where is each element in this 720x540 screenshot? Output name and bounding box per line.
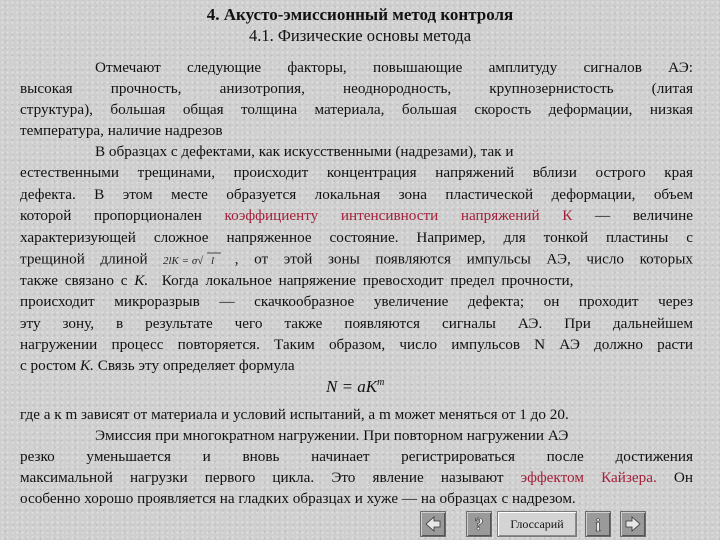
- text-line: происходит микроразрыв — скачкообразное увеличение дефекта; он проходит через: [20, 293, 693, 310]
- formula-exponent: m: [377, 377, 385, 388]
- forward-button[interactable]: [620, 511, 646, 537]
- text-line: особенно хорошо проявляется на гладких образцах и хуже — на образцах с надрезом.: [20, 490, 576, 507]
- text-line: [20, 206, 693, 226]
- text-fragment: — величине: [595, 207, 694, 224]
- svg-text:l: l: [211, 255, 215, 267]
- text-fragment: Когда локальное напряжение превосходит предел прочности,: [161, 272, 574, 289]
- info-icon: [588, 514, 608, 534]
- crack-formula-image: [163, 249, 219, 271]
- text-fragment: К.: [80, 357, 94, 374]
- glossary-button[interactable]: Глоссарий: [497, 511, 577, 537]
- formula-base: N = aK: [326, 377, 378, 396]
- help-button[interactable]: [466, 511, 492, 537]
- text-line: эту зону, в результате чего также появляются сигналы АЭ. При дальнейшем: [20, 315, 693, 332]
- kaiser-effect-link[interactable]: эффектом Кайзера.: [520, 469, 657, 486]
- text-line: [20, 468, 693, 488]
- text-line: дефекта. В этом месте образуется локальная зона пластической деформации, объем: [20, 186, 693, 203]
- text-line: резко уменьшается и вновь начинает регистрироваться после достижения: [20, 448, 693, 465]
- text-line: Отмечают следующие факторы, повышающие амплитуду сигналов АЭ:: [95, 59, 693, 76]
- text-line: характеризующей сложное напряженное состояние. Например, для тонкой пластины с: [20, 229, 693, 246]
- text-line: где a к m зависят от материала и условий испытаний, а m может меняться от 1 до 20.: [20, 406, 569, 423]
- text-fragment: трещиной длиной: [20, 250, 148, 268]
- question-icon: [469, 514, 489, 534]
- text-fragment: которой пропорционален: [20, 207, 202, 224]
- text-fragment: , от этой зоны появляются импульсы АЭ, число которых: [234, 250, 693, 268]
- forward-arrow-icon: [623, 514, 643, 534]
- text-fragment: также связано с: [20, 272, 128, 289]
- text-fragment: с ростом: [20, 357, 77, 374]
- text-line: естественными трещинами, происходит концентрация напряжений вблизи острого края: [20, 164, 693, 181]
- text-line: температура, наличие надрезов: [20, 122, 223, 139]
- text-line: структура), большая общая толщина материала, большая скорость деформации, низкая: [20, 101, 693, 118]
- text-line: высокая прочность, анизотропия, неоднородность, крупнозернистость (литая: [20, 80, 693, 97]
- emission-formula: [326, 377, 384, 397]
- text-line: В образцах с дефектами, как искусственными (надрезами), так и: [95, 143, 514, 160]
- back-arrow-icon: [423, 514, 443, 534]
- text-fragment: Он: [673, 469, 693, 486]
- svg-text:i: i: [595, 515, 601, 534]
- text-line: Эмиссия при многократном нагружении. При повторном нагружении АЭ: [95, 427, 569, 444]
- text-line: [20, 249, 693, 271]
- section-subtitle: 4.1. Физические основы метода: [248, 26, 472, 45]
- page-title: 4. Акусто-эмиссионный метод контроля: [206, 5, 514, 24]
- svg-text:2lK = σ√: 2lK = σ√: [163, 255, 204, 267]
- stress-intensity-link[interactable]: коэффициенту интенсивности напряжений К: [224, 207, 573, 224]
- text-line: [20, 356, 693, 376]
- back-button[interactable]: [420, 511, 446, 537]
- info-button[interactable]: [585, 511, 611, 537]
- navigation-bar: [0, 511, 720, 537]
- text-line: [20, 271, 693, 291]
- svg-text:?: ?: [474, 514, 484, 534]
- text-fragment: максимальной нагрузки первого цикла. Это явление называют: [20, 469, 504, 486]
- text-fragment: Связь эту определяет формула: [97, 357, 295, 374]
- text-fragment: К.: [134, 272, 149, 289]
- text-line: нагружении процесс повторяется. Таким образом, число импульсов N АЭ должно расти: [20, 336, 693, 353]
